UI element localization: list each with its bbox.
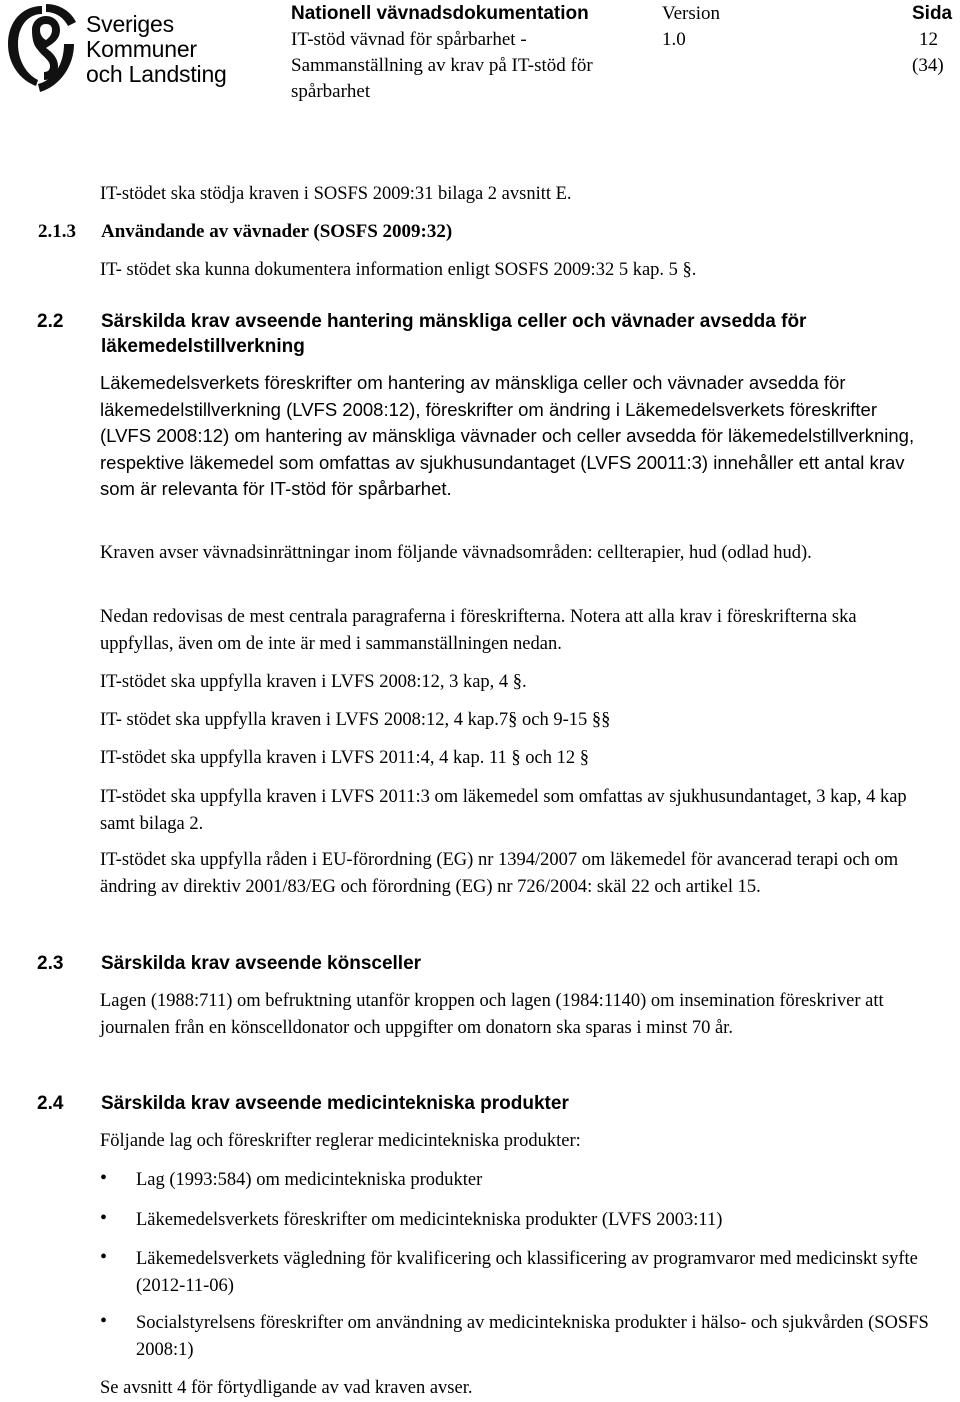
section-2-2-requirement: IT-stödet ska uppfylla råden i EU-förordning (EG) nr 1394/2007 om läkemedel för avancerad terapi och om ändring av direktiv 2001/83/EG och förordning (EG) nr 726/2004: skäl 22 och artikel 15. [100,850,899,897]
doc-subtitle-line: Sammanställning av krav på IT-stöd för [291,55,593,76]
section-number: 2.2 [37,311,64,332]
list-item: Läkemedelsverkets föreskrifter om medicintekniska produkter (LVFS 2003:11) [136,1210,723,1230]
org-name-line: Sveriges [86,11,174,37]
version-label: Version [662,3,721,24]
page-total: (34) [912,55,944,76]
intro-line: IT-stödet ska stödja kraven i SOSFS 2009:31 bilaga 2 avsnitt E. [100,184,572,204]
section-2-2-paragraph: Nedan redovisas de mest centrala paragraferna i föreskrifterna. Notera att alla krav i föreskrifterna ska uppfyllas, även om de inte är med i sammanställningen nedan. [100,607,857,654]
section-2-1-3-text: IT- stödet ska kunna dokumentera information enligt SOSFS 2009:32 5 kap. 5 §. [100,260,697,280]
section-2-2-requirement: IT- stödet ska uppfylla kraven i LVFS 2008:12, 4 kap.7§ och 9-15 §§ [100,710,611,730]
section-2-2-paragraph: Läkemedelsverkets föreskrifter om hantering av mänskliga celler och vävnader avsedda för läkemedelstillverkning (LVFS 2008:12), föreskrifter om ändring i Läkemedelsverkets föreskrifter (LVFS 2008:12) om hantering av mänskliga vävnader och celler avsedda för läkemedelstillverkning, respektive läkemedel som omfattas av sjukhusundantaget (LVFS 20011:3) innehåller ett antal krav som är relevanta för IT-stöd för spårbarhet. [100,372,915,499]
section-2-4-outro: Se avsnitt 4 för förtydligande av vad kraven avser. [100,1378,473,1398]
list-item: Socialstyrelsens föreskrifter om användning av medicintekniska produkter i hälso- och sjukvården (SOSFS 2008:1) [136,1313,929,1360]
page-number: 12 [919,29,938,50]
section-2-2-requirement: IT-stödet ska uppfylla kraven i LVFS 2011:3 om läkemedel som omfattas av sjukhusundantaget, 3 kap, 4 kap samt bilaga 2. [100,787,907,834]
section-number: 2.3 [37,953,64,974]
list-item: Läkemedelsverkets vägledning för kvalificering och klassificering av programvaror med medicinskt syfte (2012-11-06) [136,1249,918,1296]
section-title: Särskilda krav avseende könsceller [101,953,422,974]
section-number: 2.4 [37,1093,64,1114]
doc-subtitle-line: spårbarhet [291,81,371,102]
section-2-3-text: Lagen (1988:711) om befruktning utanför kroppen och lagen (1984:1140) om insemination föreskriver att journalen från en könscelldonator och uppgifter om donatorn ska sparas i minst 70 år. [100,991,884,1038]
bullet-icon: • [100,1167,108,1189]
bullet-icon: • [100,1310,108,1332]
section-2-1-3-number: 2.1.3 [38,221,76,242]
list-item: Lag (1993:584) om medicintekniska produkter [136,1170,483,1190]
doc-subtitle-line: IT-stöd vävnad för spårbarhet - [291,29,527,50]
bullet-icon: • [100,1207,108,1229]
section-2-4-intro: Följande lag och föreskrifter reglerar medicintekniska produkter: [100,1131,581,1151]
section-title: Särskilda krav avseende hantering mänskliga celler och vävnader avsedda för läkemedelstillverkning [101,311,807,357]
org-name [86,12,227,87]
section-title: Särskilda krav avseende medicintekniska produkter [101,1093,569,1114]
section-2-2-requirement: IT-stödet ska uppfylla kraven i LVFS 2011:4, 4 kap. 11 § och 12 § [100,748,590,768]
version-value: 1.0 [662,29,686,50]
section-2-1-3-title: Användande av vävnader (SOSFS 2009:32) [101,221,453,242]
bullet-icon: • [100,1246,108,1268]
doc-title: Nationell vävnadsdokumentation [291,3,589,24]
org-name-line: Kommuner [86,36,197,62]
section-2-2-requirement: IT-stödet ska uppfylla kraven i LVFS 2008:12, 3 kap, 4 §. [100,672,527,692]
org-name-line: och Landsting [86,61,227,87]
page-label: Sida [912,3,953,24]
section-2-2-paragraph: Kraven avser vävnadsinrättningar inom följande vävnadsområden: cellterapier, hud (odlad hud). [100,543,812,563]
